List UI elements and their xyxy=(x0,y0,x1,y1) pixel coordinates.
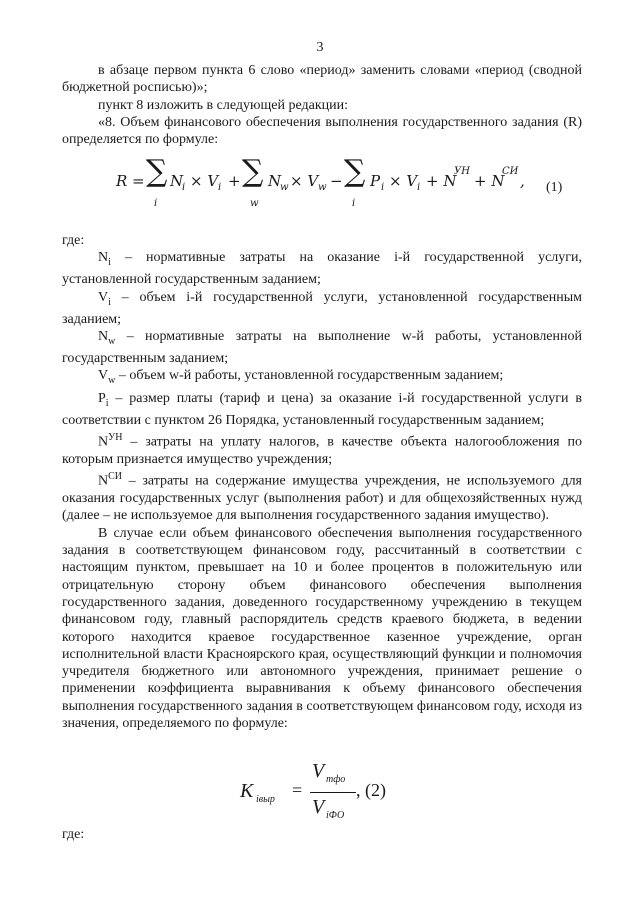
where-label-2: где: xyxy=(62,827,85,842)
definition-vw xyxy=(62,367,582,389)
term-n: N xyxy=(268,172,282,190)
fraction-bar xyxy=(310,792,356,793)
term-v: × V xyxy=(190,172,219,190)
formula-2-den: V xyxy=(312,796,325,818)
sum-index: w xyxy=(250,198,259,209)
sum-symbol: ∑ xyxy=(344,154,366,189)
symbol-sub: i xyxy=(108,296,111,308)
definition-text: – объем w-й работы, установленной государственным заданием; xyxy=(115,368,504,384)
definition-nsi xyxy=(62,468,582,525)
sup-si: СИ xyxy=(502,166,519,177)
symbol-sub: i xyxy=(105,397,109,409)
term-n-si: + N xyxy=(474,172,505,190)
term-v-sub: w xyxy=(318,182,327,193)
definition-text: – нормативные затраты на выполнение w-й работы, установленной государственным заданием; xyxy=(62,329,582,367)
symbol: N xyxy=(98,250,109,266)
definition-text: – нормативные затраты на оказание i-й государственной услуги, установленной государственным заданием; xyxy=(62,250,582,288)
sum-symbol: ∑ xyxy=(242,154,264,189)
formula-2-num-sub: тфо xyxy=(326,774,346,785)
formula-2-num: V xyxy=(312,760,325,782)
symbol-sub: w xyxy=(108,375,116,387)
term-v: × V xyxy=(389,172,418,190)
term-n-sub: i xyxy=(182,182,186,193)
symbol: P xyxy=(98,390,106,406)
intro-block xyxy=(62,62,582,148)
formula-1-lhs: R = xyxy=(116,172,145,190)
term-v-sub: i xyxy=(417,182,421,193)
symbol: N xyxy=(98,473,109,489)
paragraph-amendment-1: в абзаце первом пункта 6 слово «период» заменить словами «период (сводной бюджетной росписью)»; xyxy=(62,63,582,96)
symbol-sup: СИ xyxy=(108,471,123,483)
formula-2 xyxy=(230,760,430,824)
sup-un: УН xyxy=(454,166,470,177)
formula-2-k-sub: iвыр xyxy=(256,794,275,805)
paragraph-clause-8: «8. Объем финансового обеспечения выполнения государственного задания (R) определяется по формуле: xyxy=(62,114,582,148)
term-n-sub: w xyxy=(280,182,289,193)
symbol: N xyxy=(98,329,109,345)
formula-comma: , xyxy=(520,172,525,190)
term-n-un: + N xyxy=(426,172,457,190)
formula-1 xyxy=(62,154,582,220)
formula-2-den-sub: iФО xyxy=(326,810,345,821)
symbol-sub: w xyxy=(108,335,116,347)
page-number: 3 xyxy=(316,40,324,55)
symbol-sub: i xyxy=(108,257,111,269)
definition-text: – размер платы (тариф и цена) за оказание i-й государственной услуги в соответствии с пунктом 26 Порядка, установленный государственным заданием; xyxy=(62,390,582,428)
term-v: × V xyxy=(290,172,319,190)
term-p: P xyxy=(370,172,381,190)
definition-nun xyxy=(62,429,582,468)
paragraph-alignment-condition: В случае если объем финансового обеспечения выполнения государственного задания в соответствующем финансовом году, рассчитанный в соответствии с настоящим пунктом, превышает на 10 и более процентов в положительную или отрицательную сторону объем финансового обеспечения выполнения государственного задания, доведенного государственному учреждению в текущем финансовом году, главный распорядитель средств краевого бюджета, в ведении которого находится краевое государственное казенное учреждение, орган исполнительной власти Красноярского края, осуществляющий функции и полномочия учредителя бюджетного или автономного учреждения, принимает решение о применении коэффициента выравнивания к объему финансового обеспечения выполнения государственного задания в соответствующем финансовом году, исходя из значения, определяемого по формуле: xyxy=(62,525,582,732)
minus-sign: − xyxy=(330,172,343,190)
sum-index: i xyxy=(154,198,158,209)
definition-ni xyxy=(62,249,582,288)
term-n: N xyxy=(170,172,184,190)
symbol: N xyxy=(98,434,109,450)
formula-2-number: , (2) xyxy=(356,780,386,800)
definition-vi xyxy=(62,289,582,328)
term-v-sub: i xyxy=(218,182,222,193)
symbol: V xyxy=(98,368,109,384)
definition-nw xyxy=(62,328,582,367)
definitions-block xyxy=(62,232,582,732)
symbol-sup: УН xyxy=(108,431,123,443)
where-label: где: xyxy=(62,233,85,248)
definition-text: – затраты на содержание имущества учреждения, не используемого для оказания государственных услуг (выполнения работ) и для общехозяйственных нужд (далее – не используемое для выполнения государственного задания имущество). xyxy=(62,473,582,524)
definition-text: – объем i-й государственной услуги, установленной государственным заданием; xyxy=(62,289,582,327)
formula-2-k: K xyxy=(240,780,254,802)
formula-2-eq: = xyxy=(292,780,303,800)
definition-text: – затраты на уплату налогов, в качестве объекта налогообложения по которым признается имущество учреждения; xyxy=(62,434,582,467)
symbol: V xyxy=(98,289,109,305)
formula-1-number: (1) xyxy=(546,180,563,195)
sum-symbol: ∑ xyxy=(146,154,168,189)
plus-sign: + xyxy=(228,172,241,190)
paragraph-amendment-2: пункт 8 изложить в следующей редакции: xyxy=(98,97,348,113)
definition-pi xyxy=(62,390,582,429)
term-p-sub: i xyxy=(381,182,385,193)
sum-index: i xyxy=(352,198,356,209)
